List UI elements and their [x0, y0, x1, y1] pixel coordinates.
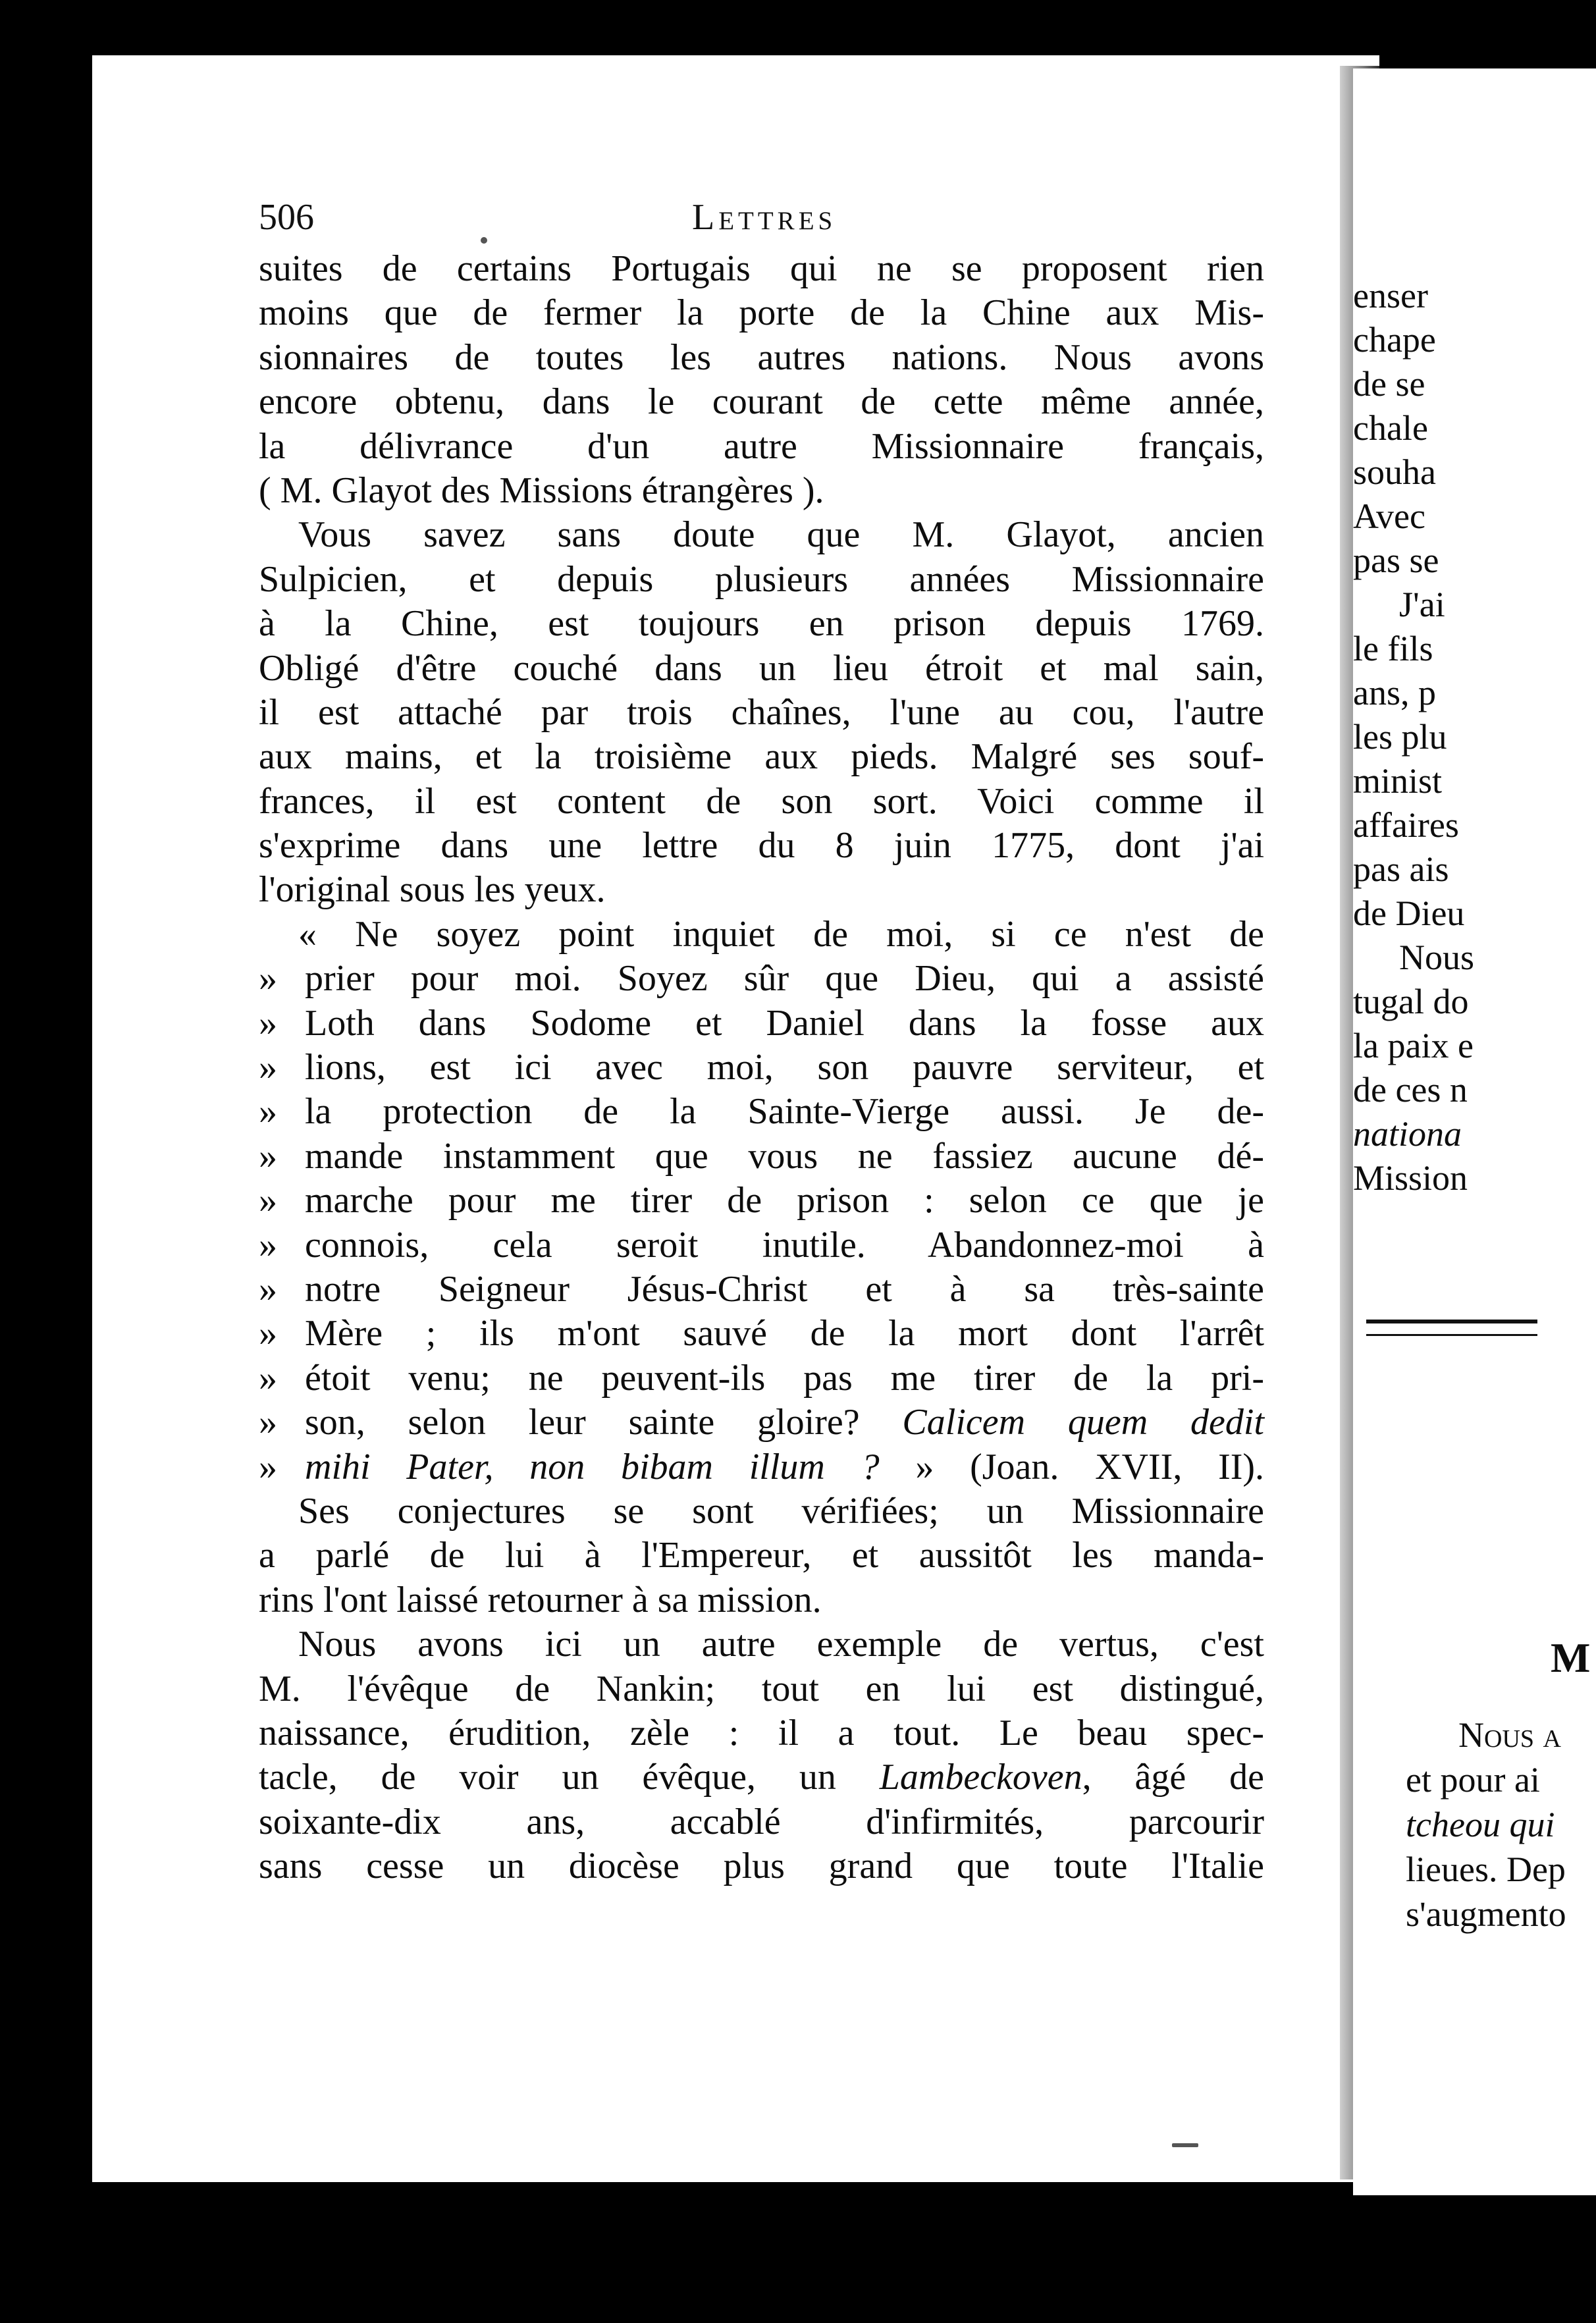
right-fragment: Nous a	[1458, 1715, 1561, 1755]
quote-line: » son, selon leur sainte gloire? Calicem quem dedit	[259, 1401, 1264, 1445]
text-line: aux mains, et la troisième aux pieds. Malgré ses souf-	[259, 736, 1264, 778]
quote-line: » Loth dans Sodome et Daniel dans la fosse aux	[259, 1001, 1264, 1046]
text-line: naissance, érudition, zèle : il a tout. Le beau spec-	[259, 1712, 1264, 1753]
right-fragment: et pour ai	[1406, 1760, 1540, 1800]
right-fragment: nationa	[1353, 1114, 1462, 1154]
latin-quote: Calicem quem dedit	[902, 1402, 1265, 1443]
right-fragment: les plu	[1353, 717, 1447, 757]
right-fragment: chape	[1353, 320, 1436, 360]
text-line: s'exprime dans une lettre du 8 juin 1775, dont j'ai	[259, 825, 1264, 867]
text-line: a parlé de lui à l'Empereur, et aussitôt les manda-	[259, 1535, 1264, 1576]
text-line: tacle, de voir un évêque, un Lambeckoven, âgé de	[259, 1757, 1264, 1798]
text-line: l'original sous les yeux.	[259, 869, 606, 911]
quote-line: » prier pour moi. Soyez sûr que Dieu, qui a assisté	[259, 957, 1264, 1001]
text-line: à la Chine, est toujours en prison depuis 1769.	[259, 603, 1264, 645]
right-fragment: le fils	[1353, 629, 1433, 668]
section-rule	[1366, 1320, 1537, 1336]
quote-mark: »	[259, 1180, 277, 1221]
quote-mark: »	[259, 1224, 277, 1266]
right-fragment: Avec	[1353, 496, 1425, 536]
quote-line: » marche pour me tirer de prison : selon ce que je	[259, 1179, 1264, 1223]
right-fragment: tugal do	[1353, 982, 1469, 1021]
text-line: Sulpicien, et depuis plusieurs années Missionnaire	[259, 558, 1264, 600]
right-fragment: pas se	[1353, 541, 1439, 580]
right-fragment: Nous	[1399, 938, 1475, 977]
right-fragment: de ces n	[1353, 1070, 1468, 1109]
running-title: Lettres	[692, 197, 837, 238]
text-line: Ses conjectures se sont vérifiées; un Missionnaire	[298, 1490, 1264, 1532]
quote-line: » connois, cela seroit inutile. Abandonnez-moi à	[259, 1223, 1264, 1268]
text-line: Nous avons ici un autre exemple de vertus, c'est	[298, 1624, 1264, 1665]
quote-line: » la protection de la Sainte-Vierge aussi. Je de-	[259, 1090, 1264, 1134]
text-line: Obligé d'être couché dans un lieu étroit et mal sain,	[259, 647, 1264, 689]
right-fragment: minist	[1353, 761, 1443, 801]
quote-mark: »	[259, 1446, 277, 1487]
quote-line: » Mère ; ils m'ont sauvé de la mort dont l'arrêt	[259, 1312, 1264, 1356]
right-fragment: enser	[1353, 276, 1428, 315]
right-fragment: s'augmento	[1406, 1894, 1566, 1934]
right-page	[1353, 68, 1596, 2195]
body-text	[259, 247, 1264, 1888]
quote-mark: »	[259, 1091, 277, 1133]
text-line: soixante-dix ans, accablé d'infirmités, parcourir	[259, 1801, 1264, 1842]
quote-mark: »	[259, 1002, 277, 1044]
right-fragment: ans, p	[1353, 673, 1436, 712]
right-fragment: tcheou qui	[1406, 1805, 1555, 1844]
text-line: rins l'ont laissé retourner à sa mission.	[259, 1579, 822, 1620]
quote-mark: »	[259, 1313, 277, 1354]
text-line: Vous savez sans doute que M. Glayot, ancien	[298, 514, 1264, 556]
ink-speck	[481, 237, 487, 244]
text-line: sionnaires de toutes les autres nations. Nous avons	[259, 336, 1264, 378]
right-section-heading: M	[1551, 1634, 1591, 1681]
quote-line: » lions, est ici avec moi, son pauvre serviteur, et	[259, 1046, 1264, 1090]
text-line: la délivrance d'un autre Missionnaire français,	[259, 425, 1264, 467]
right-fragment: lieues. Dep	[1406, 1850, 1566, 1889]
right-fragment: souha	[1353, 452, 1436, 492]
quote-line: « Ne soyez point inquiet de moi, si ce n'est de	[298, 913, 1264, 955]
quote-mark: »	[259, 958, 277, 1000]
citation: » (Joan. XVII, II).	[915, 1446, 1265, 1487]
right-fragment: de se	[1353, 364, 1425, 404]
right-fragment: chale	[1353, 408, 1428, 448]
text-line: frances, il est content de son sort. Voici comme il	[259, 780, 1264, 822]
quote-line: » étoit venu; ne peuvent-ils pas me tirer de la pri-	[259, 1356, 1264, 1401]
quote-line: » notre Seigneur Jésus-Christ et à sa très-sainte	[259, 1268, 1264, 1312]
text-line: moins que de fermer la porte de la Chine aux Mis-	[259, 292, 1264, 334]
quote-mark: »	[259, 1047, 277, 1088]
text-line: sans cesse un diocèse plus grand que toute l'Italie	[259, 1846, 1264, 1887]
right-fragment: Mission	[1353, 1158, 1468, 1198]
quote-line: » mande instamment que vous ne fassiez aucune dé-	[259, 1135, 1264, 1179]
text-line: encore obtenu, dans le courant de cette même année,	[259, 381, 1264, 423]
quote-line	[259, 1445, 1264, 1489]
text-line: M. l'évêque de Nankin; tout en lui est distingué,	[259, 1668, 1264, 1709]
page-number: 506	[259, 197, 314, 238]
text-line: ( M. Glayot des Missions étrangères ).	[259, 469, 824, 511]
right-fragment: de Dieu	[1353, 894, 1465, 933]
quote-mark: »	[259, 1135, 277, 1177]
right-fragment: J'ai	[1399, 585, 1445, 624]
text-line: suites de certains Portugais qui ne se proposent rien	[259, 248, 1264, 289]
quote-mark: »	[259, 1268, 277, 1310]
quote-mark: »	[259, 1357, 277, 1399]
latin-quote: mihi Pater, non bibam illum ?	[305, 1446, 880, 1487]
right-fragment: pas ais	[1353, 849, 1449, 889]
right-fragment: la paix e	[1353, 1026, 1474, 1065]
page-header	[259, 188, 1286, 248]
quote-mark: »	[259, 1402, 277, 1443]
name-italic: Lambeckoven	[879, 1757, 1082, 1798]
ink-speck	[1172, 2143, 1198, 2147]
right-fragment: affaires	[1353, 805, 1459, 845]
text-line: il est attaché par trois chaînes, l'une au cou, l'autre	[259, 691, 1264, 733]
